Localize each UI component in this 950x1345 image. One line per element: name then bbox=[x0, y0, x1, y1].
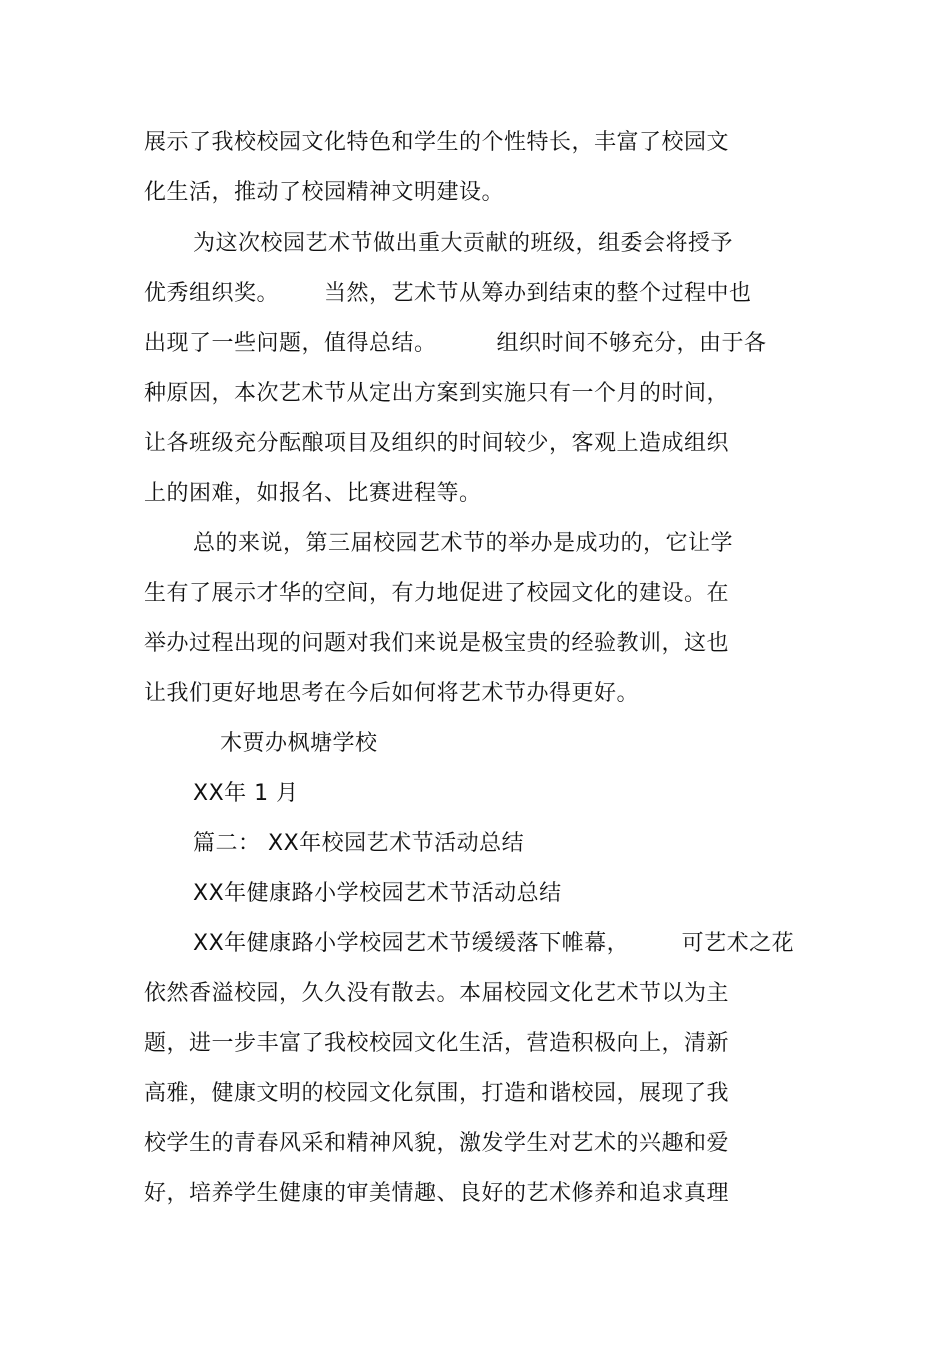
signature-date: XX年 1 月 bbox=[193, 781, 299, 806]
text-line: 为这次校园艺术节做出重大贡献的班级，组委会将授予 bbox=[193, 231, 734, 256]
text-line: 总的来说，第三届校园艺术节的举办是成功的，它让学 bbox=[193, 531, 734, 556]
text-line: 好，培养学生健康的审美情趣、良好的艺术修养和追求真理 bbox=[144, 1181, 730, 1206]
text-line: 上的困难，如报名、比赛进程等。 bbox=[144, 481, 482, 506]
text-line: 种原因，本次艺术节从定出方案到实施只有一个月的时间， bbox=[144, 381, 730, 406]
text-line: 题，进一步丰富了我校校园文化生活，营造积极向上，清新 bbox=[144, 1031, 730, 1056]
text-line: 展示了我校校园文化特色和学生的个性特长，丰富了校园文 bbox=[144, 130, 730, 155]
section-heading: 篇二： XX年校园艺术节活动总结 bbox=[193, 831, 525, 856]
text-line: 依然香溢校园，久久没有散去。本届校园文化艺术节以为主 bbox=[144, 981, 730, 1006]
text-line: 生有了展示才华的空间，有力地促进了校园文化的建设。在 bbox=[144, 581, 730, 606]
text-line: 化生活，推动了校园精神文明建设。 bbox=[144, 180, 505, 205]
text-line: 举办过程出现的问题对我们来说是极宝贵的经验教训，这也 bbox=[144, 631, 730, 656]
text-line: 让各班级充分酝酿项目及组织的时间较少，客观上造成组织 bbox=[144, 431, 730, 456]
text-line: 让我们更好地思考在今后如何将艺术节办得更好。 bbox=[144, 681, 640, 706]
text-line: 高雅，健康文明的校园文化氛围，打造和谐校园，展现了我 bbox=[144, 1081, 730, 1106]
text-line: 出现了一些问题，值得总结。 组织时间不够充分，由于各 bbox=[144, 331, 767, 356]
signature-school: 木贾办枫塘学校 bbox=[220, 731, 378, 756]
article-title: XX年健康路小学校园艺术节活动总结 bbox=[193, 881, 562, 906]
text-line: 优秀组织奖。 当然，艺术节从筹办到结束的整个过程中也 bbox=[144, 281, 752, 306]
text-line: XX年健康路小学校园艺术节缓缓落下帷幕， 可艺术之花 bbox=[193, 931, 795, 956]
text-line: 校学生的青春风采和精神风貌，激发学生对艺术的兴趣和爱 bbox=[144, 1131, 730, 1156]
